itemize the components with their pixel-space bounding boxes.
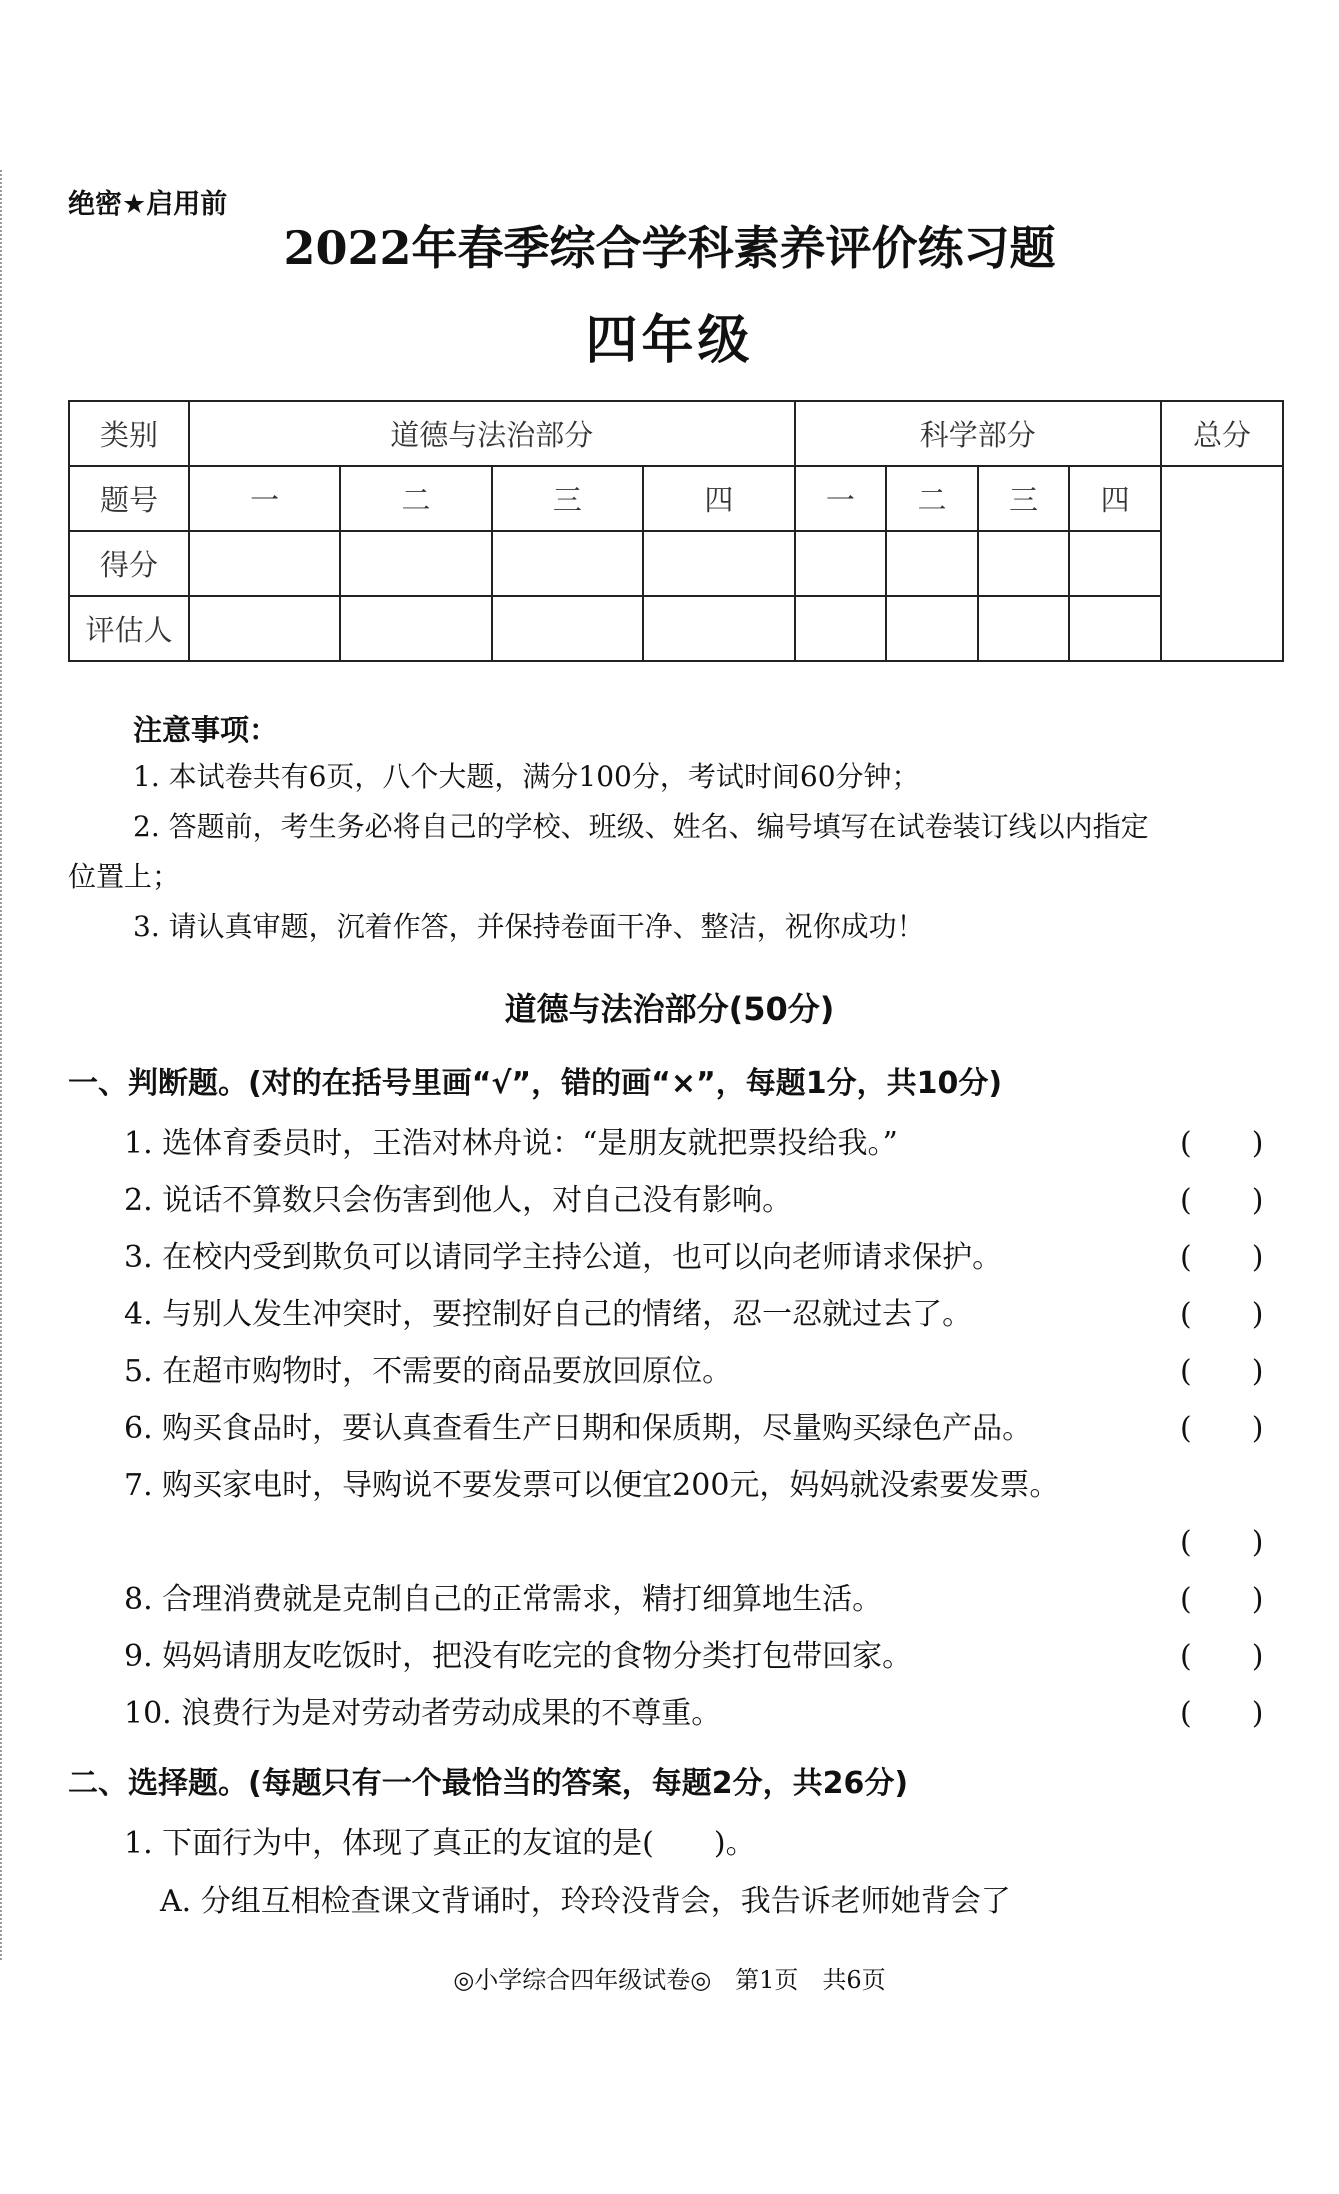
score-table — [68, 400, 1284, 662]
evaluator-cell[interactable] — [886, 596, 978, 661]
notes-heading: 注意事项： — [133, 713, 279, 747]
question-item: 7. 购买家电时，导购说不要发票可以便宜200元，妈妈就没索要发票。 — [124, 1468, 1060, 1503]
note-item: 位置上； — [68, 860, 181, 893]
part-two-heading: 二、选择题。(每题只有一个最恰当的答案，每题2分，共26分) — [68, 1766, 909, 1801]
table-cell: 道德与法治部分 — [189, 401, 795, 466]
table-row — [69, 466, 1283, 531]
table-cell: 三 — [978, 466, 1070, 531]
evaluator-cell[interactable] — [978, 596, 1070, 661]
note-item: 2. 答题前，考生务必将自己的学校、班级、姓名、编号填写在试卷装订线以内指定 — [133, 810, 1149, 843]
answer-blank[interactable]: ( ) — [1180, 1525, 1264, 1560]
evaluator-cell[interactable] — [643, 596, 794, 661]
answer-blank[interactable]: ( ) — [1180, 1411, 1264, 1446]
question-item: 8. 合理消费就是克制自己的正常需求，精打细算地生活。 — [124, 1582, 883, 1617]
table-row — [69, 596, 1283, 661]
table-cell: 四 — [1069, 466, 1161, 531]
table-cell: 题号 — [69, 466, 189, 531]
answer-blank[interactable]: ( ) — [1180, 1354, 1264, 1389]
score-cell[interactable] — [886, 531, 978, 596]
score-cell[interactable] — [340, 531, 491, 596]
exam-title: 2022年春季综合学科素养评价练习题 — [283, 221, 1056, 275]
confidential-label: 绝密★启用前 — [68, 189, 228, 220]
answer-blank[interactable]: ( ) — [1180, 1126, 1264, 1161]
table-cell: 一 — [189, 466, 340, 531]
question-item: 3. 在校内受到欺负可以请同学主持公道，也可以向老师请求保护。 — [124, 1240, 1003, 1275]
binding-line — [0, 170, 2, 1960]
table-row — [69, 401, 1283, 466]
table-cell: 四 — [643, 466, 794, 531]
page-footer: ◎小学综合四年级试卷◎ 第1页 共6页 — [453, 1966, 886, 1994]
total-score-cell[interactable] — [1161, 466, 1283, 661]
answer-blank[interactable]: ( ) — [1180, 1696, 1264, 1731]
table-cell: 类别 — [69, 401, 189, 466]
table-cell: 二 — [340, 466, 491, 531]
section-title: 道德与法治部分(50分) — [504, 990, 835, 1028]
question-item: 2. 说话不算数只会伤害到他人，对自己没有影响。 — [124, 1183, 793, 1218]
answer-blank[interactable]: ( ) — [1180, 1240, 1264, 1275]
score-cell[interactable] — [1069, 531, 1161, 596]
evaluator-cell[interactable] — [1069, 596, 1161, 661]
question-item: 1. 下面行为中，体现了真正的友谊的是( )。 — [124, 1826, 756, 1861]
table-cell: 总分 — [1161, 401, 1283, 466]
evaluator-cell[interactable] — [189, 596, 340, 661]
score-cell[interactable] — [978, 531, 1070, 596]
note-item: 1. 本试卷共有6页，八个大题，满分100分，考试时间60分钟； — [133, 760, 920, 793]
evaluator-cell[interactable] — [795, 596, 887, 661]
table-cell: 三 — [492, 466, 643, 531]
score-cell[interactable] — [795, 531, 887, 596]
table-cell: 得分 — [69, 531, 189, 596]
question-item: 5. 在超市购物时，不需要的商品要放回原位。 — [124, 1354, 733, 1389]
table-cell: 科学部分 — [795, 401, 1161, 466]
answer-blank[interactable]: ( ) — [1180, 1639, 1264, 1674]
table-row — [69, 531, 1283, 596]
table-cell: 二 — [886, 466, 978, 531]
answer-blank[interactable]: ( ) — [1180, 1297, 1264, 1332]
question-item: 1. 选体育委员时，王浩对林舟说：“是朋友就把票投给我。” — [124, 1126, 898, 1161]
score-cell[interactable] — [492, 531, 643, 596]
note-item: 3. 请认真审题，沉着作答，并保持卷面干净、整洁，祝你成功！ — [133, 910, 925, 943]
score-cell[interactable] — [643, 531, 794, 596]
option-a[interactable]: A. 分组互相检查课文背诵时，玲玲没背会，我告诉老师她背会了 — [160, 1884, 1011, 1919]
score-cell[interactable] — [189, 531, 340, 596]
table-cell: 一 — [795, 466, 887, 531]
table-cell: 评估人 — [69, 596, 189, 661]
answer-blank[interactable]: ( ) — [1180, 1582, 1264, 1617]
grade-title: 四年级 — [585, 310, 754, 371]
evaluator-cell[interactable] — [340, 596, 491, 661]
evaluator-cell[interactable] — [492, 596, 643, 661]
part-one-heading: 一、判断题。(对的在括号里画“√”，错的画“×”，每题1分，共10分) — [68, 1066, 1003, 1101]
question-item: 4. 与别人发生冲突时，要控制好自己的情绪，忍一忍就过去了。 — [124, 1297, 973, 1332]
question-item: 6. 购买食品时，要认真查看生产日期和保质期，尽量购买绿色产品。 — [124, 1411, 1033, 1446]
question-item: 9. 妈妈请朋友吃饭时，把没有吃完的食物分类打包带回家。 — [124, 1639, 913, 1674]
question-item: 10. 浪费行为是对劳动者劳动成果的不尊重。 — [124, 1696, 722, 1731]
answer-blank[interactable]: ( ) — [1180, 1183, 1264, 1218]
